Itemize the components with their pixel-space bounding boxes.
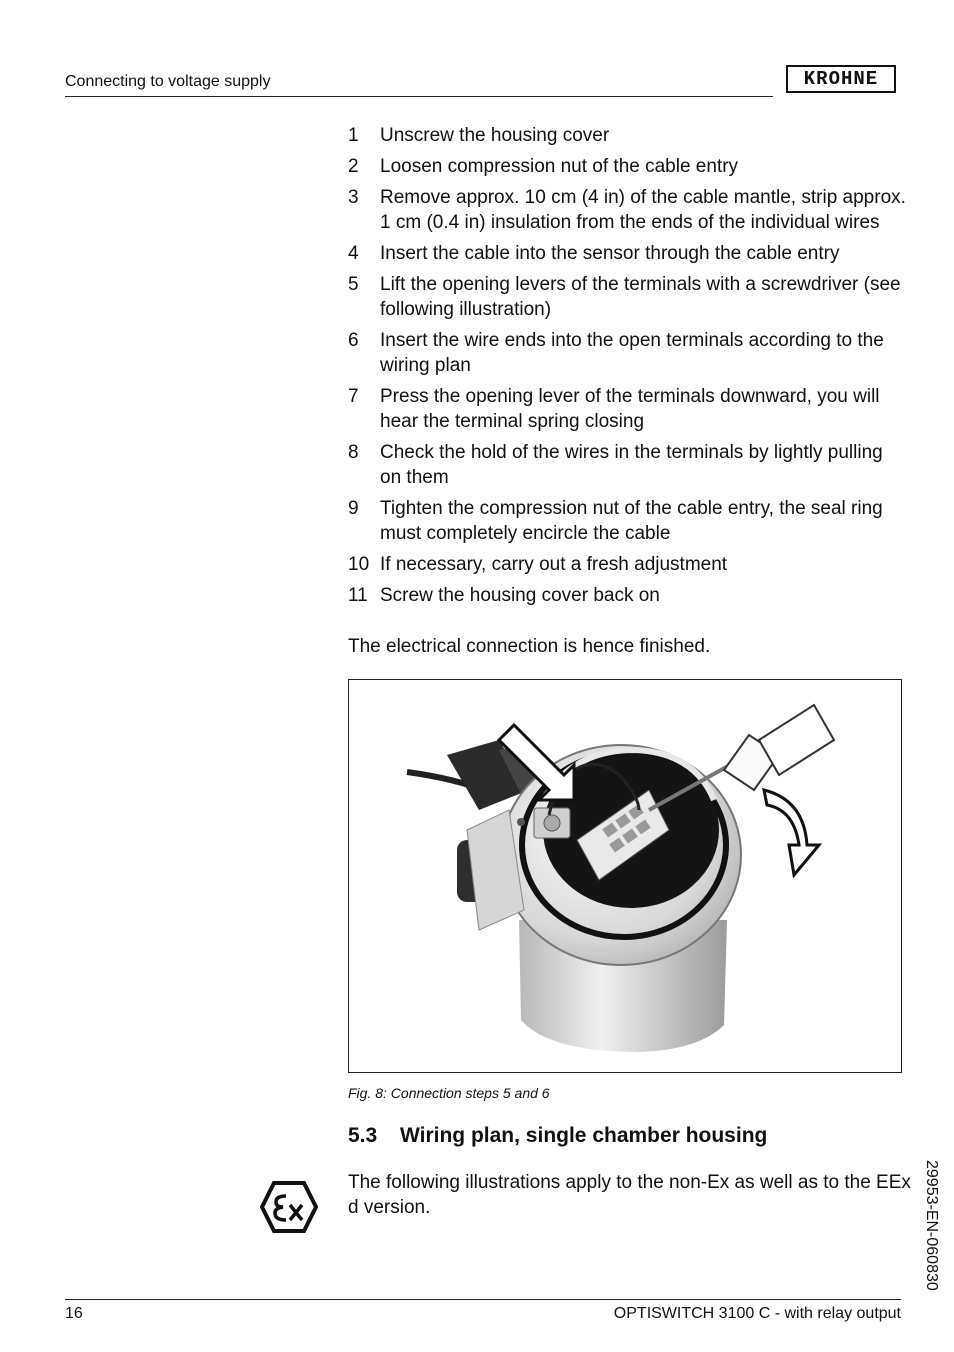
step-text: Tighten the compression nut of the cable entry, the seal ring must completely encircle the cable <box>380 498 883 544</box>
step-text: Screw the housing cover back on <box>380 585 660 606</box>
step-number: 4 <box>348 243 359 264</box>
ground-terminal <box>534 808 570 838</box>
section-title-text: Wiring plan, single chamber housing <box>400 1124 768 1147</box>
step-item <box>348 272 908 322</box>
step-number: 11 <box>348 585 368 606</box>
step-number: 7 <box>348 386 359 407</box>
step-item <box>348 154 908 179</box>
section-body-text: The following illustrations apply to the non-Ex as well as to the EEx d version. <box>348 1172 911 1218</box>
step-number: 9 <box>348 498 359 519</box>
section-heading <box>348 1124 767 1148</box>
document-code: 29953-EN-060830 <box>923 1160 940 1291</box>
step-text: If necessary, carry out a fresh adjustment <box>380 554 728 575</box>
connection-steps-list <box>348 123 908 614</box>
housing-terminal-illustration <box>349 680 901 1072</box>
step-text: Lift the opening levers of the terminals with a screwdriver (see following illustration) <box>380 274 901 320</box>
step-text: Insert the wire ends into the open terminals according to the wiring plan <box>380 330 884 376</box>
footer-rule <box>65 1299 901 1300</box>
rotate-direction-arrow <box>764 790 819 875</box>
step-item <box>348 496 908 546</box>
step-item <box>348 328 908 378</box>
step-number: 5 <box>348 274 359 295</box>
step-number: 2 <box>348 156 359 177</box>
step-text: Unscrew the housing cover <box>380 125 610 146</box>
footer-product-name: OPTISWITCH 3100 C - with relay output <box>613 1305 901 1322</box>
step-text: Loosen compression nut of the cable entry <box>380 156 739 177</box>
figure-caption: Fig. 8: Connection steps 5 and 6 <box>348 1085 550 1101</box>
step-item <box>348 552 908 577</box>
step-text: Insert the cable into the sensor through the cable entry <box>380 243 840 264</box>
step-text: Press the opening lever of the terminals downward, you will hear the terminal spring closing <box>380 386 880 432</box>
step-number: 3 <box>348 187 359 208</box>
section-number: 5.3 <box>348 1124 378 1147</box>
header-rule <box>65 96 773 97</box>
step-text: Remove approx. 10 cm (4 in) of the cable mantle, strip approx. 1 cm (0.4 in) insulation from the ends of the individual wires <box>380 187 906 233</box>
step-text: Check the hold of the wires in the terminals by lightly pulling on them <box>380 442 883 488</box>
krohne-logo: KROHNE <box>786 65 896 93</box>
figure-connection-steps <box>348 679 902 1073</box>
step-item <box>348 123 908 148</box>
step-item <box>348 583 908 608</box>
running-header: Connecting to voltage supply <box>65 73 271 90</box>
page-number: 16 <box>65 1305 83 1322</box>
step-item <box>348 440 908 490</box>
step-item <box>348 185 908 235</box>
step-number: 6 <box>348 330 359 351</box>
ex-hexagon-icon <box>260 1180 318 1234</box>
conclusion-text: The electrical connection is hence finished. <box>348 636 711 657</box>
step-number: 1 <box>348 125 359 146</box>
step-number: 10 <box>348 554 370 575</box>
step-number: 8 <box>348 442 359 463</box>
step-item <box>348 241 908 266</box>
step-item <box>348 384 908 434</box>
